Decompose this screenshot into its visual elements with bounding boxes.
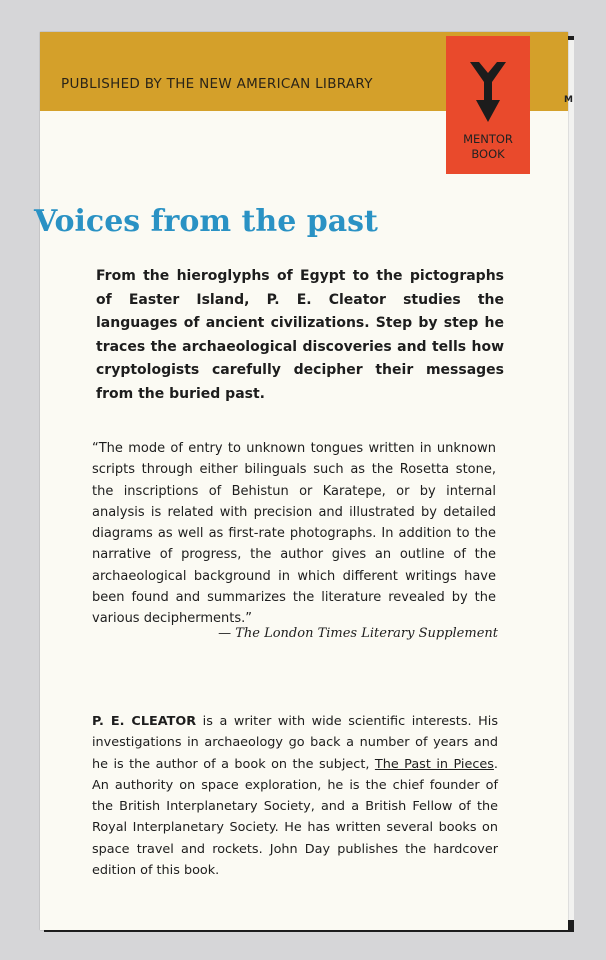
mentor-book-label: [446, 132, 530, 162]
headline: Voices from the past: [34, 204, 378, 239]
back-cover: [34, 32, 573, 930]
book-title: The Past in Pieces: [374, 756, 494, 772]
author-bio: [92, 711, 498, 881]
publisher-text: PUBLISHED BY THE NEW AMERICAN LIBRARY: [61, 76, 373, 92]
spine-letter: M: [564, 95, 573, 105]
mentor-arrow-icon: [468, 60, 508, 126]
lead-paragraph: From the hieroglyphs of Egypt to the pictographs of Easter Island, P. E. Cleator studies the languages of ancient civilizations. Step by step he traces the archaeological discoveries and tells how cryptologists carefully decipher their messages from the buried past.: [96, 268, 504, 402]
imprint-line-2: BOOK: [471, 147, 505, 161]
review-quote: “The mode of entry to unknown tongues written in unknown scripts through either bilinguals such as the Rosetta stone, the inscriptions of Behistun or Karatepe, or by internal analysis is related with precision and illustrated by detailed diagrams as well as first-rate photographs. In addition to the narrative of progress, the author gives an outline of the archaeological background in which different writings have been found and summarizes the literature revealed by the various decipherments.”: [92, 441, 496, 627]
bio-text-1: is a writer with wide scientific interests. His investigations in archaeology go back a number of years and he is the author of a book on the subject,: [92, 714, 498, 772]
author-name: P. E. CLEATOR: [92, 714, 197, 729]
mentor-book-logo-box: [446, 36, 530, 174]
imprint-line-1: MENTOR: [463, 132, 513, 146]
review-attribution: — The London Times Literary Supplement: [218, 626, 498, 641]
bio-text-2: . An authority on space exploration, he is the chief founder of the British Interplanetary Society, and a British Fellow of the Royal Interplanetary Society. He has written several books on space travel and rockets. John Day publishes the hardcover edition of this book.: [92, 756, 498, 879]
